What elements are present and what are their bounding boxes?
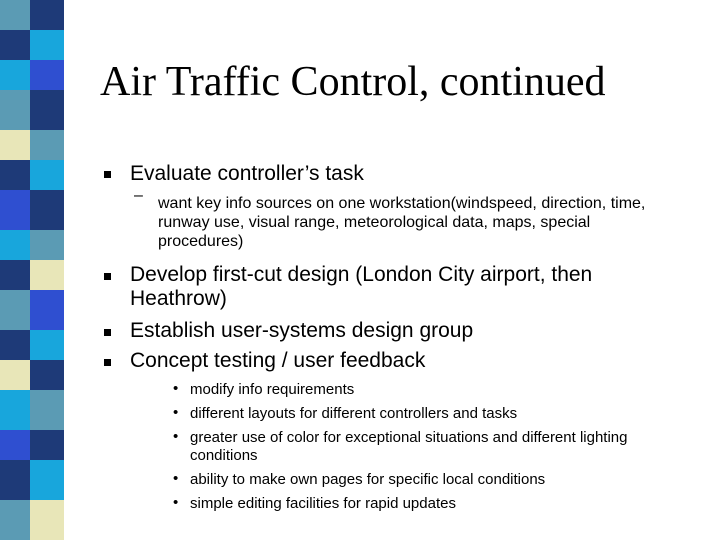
dash-marker: – [134, 187, 143, 204]
bullet-item: Establish user-systems design group [130, 319, 474, 342]
bullet-square-icon [104, 171, 111, 178]
sub-bullet-item: different layouts for different controllers and tasks [190, 405, 518, 422]
dot-marker: • [173, 380, 179, 397]
sub-bullet-item: greater use of color for exceptional situations and different lighting conditions [190, 429, 628, 464]
sub-bullet-item: simple editing facilities for rapid updates [190, 495, 456, 512]
bullet-item: Develop first-cut design (London City airport, then Heathrow) [130, 263, 593, 310]
dot-marker: • [173, 470, 179, 487]
dot-marker: • [173, 494, 179, 511]
dot-marker: • [173, 428, 179, 445]
decorative-color-strip [0, 0, 64, 540]
slide-title: Air Traffic Control, continued [100, 59, 606, 105]
bullet-square-icon [104, 329, 111, 336]
bullet-square-icon [104, 273, 111, 280]
sub-bullet-item: modify info requirements [190, 381, 355, 398]
sub-bullet-item: want key info sources on one workstation(windspeed, direction, time, runway use, visual range, meteorological data, maps, special procedures) [158, 195, 646, 250]
bullet-item: Concept testing / user feedback [130, 349, 426, 372]
dot-marker: • [173, 404, 179, 421]
bullet-item: Evaluate controller’s task [130, 162, 364, 185]
bullet-square-icon [104, 359, 111, 366]
sub-bullet-item: ability to make own pages for specific local conditions [190, 471, 546, 488]
